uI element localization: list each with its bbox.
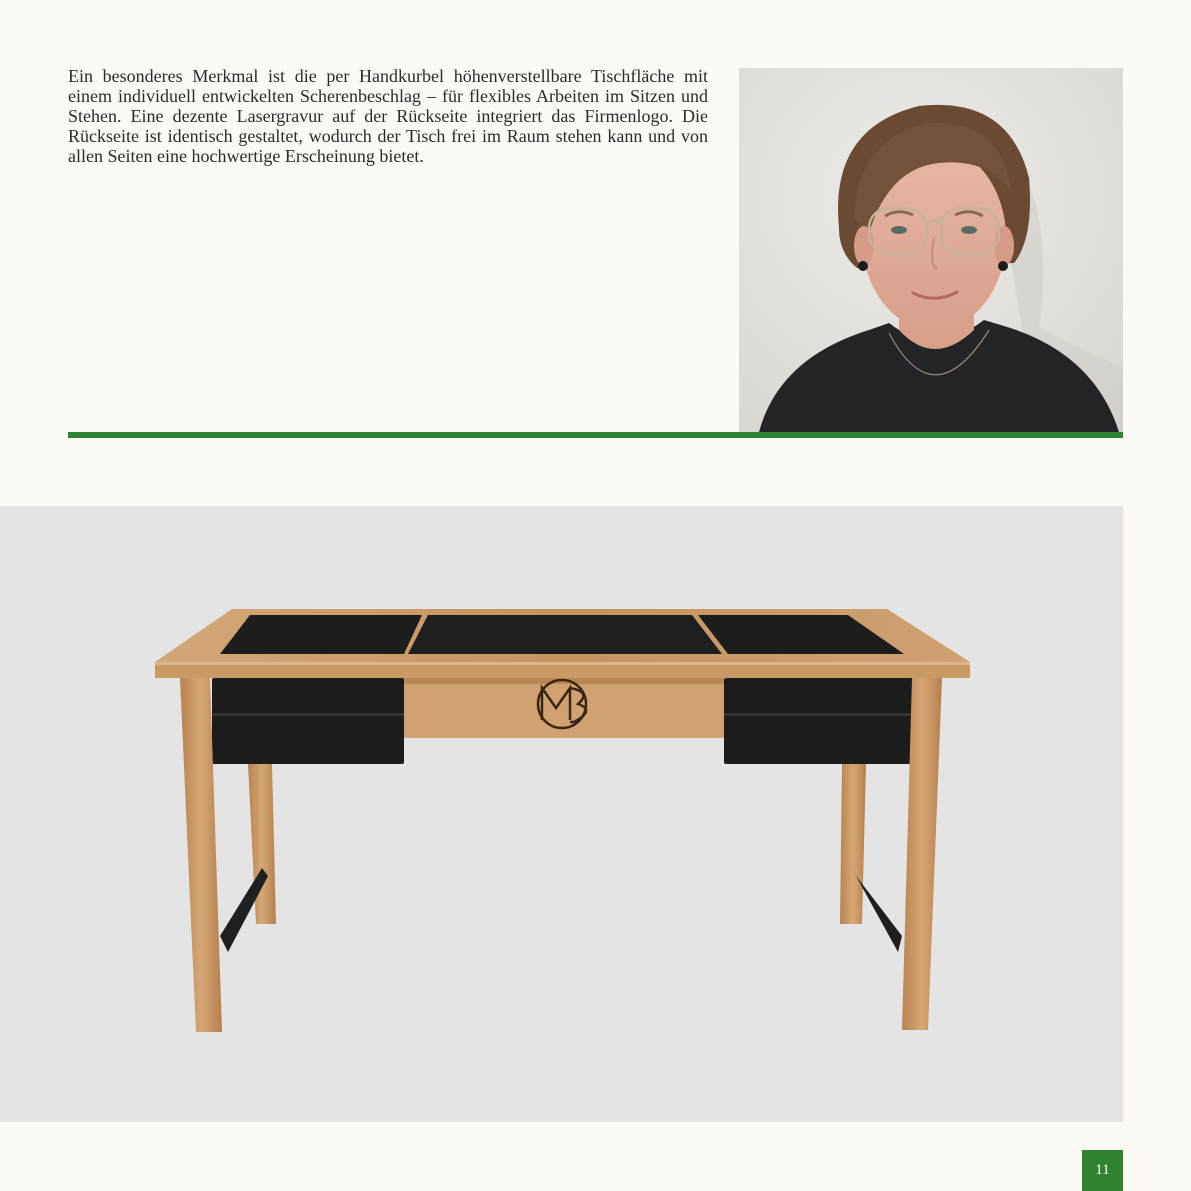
green-divider (68, 432, 1123, 438)
page-number: 11 (1082, 1150, 1123, 1191)
portrait-illustration (739, 68, 1123, 432)
desk-illustration (0, 506, 1123, 1122)
intro-paragraph: Ein besonderes Merkmal ist die per Handkurbel höhenverstellbare Tischfläche mit einem individuell entwickelten Scherenbeschlag – für flexibles Arbeiten im Sitzen und Stehen. Eine dezente Lasergravur auf der Rückseite integriert das Firmenlogo. Die Rückseite ist identisch gestaltet, wodurch der Tisch frei im Raum stehen kann und von allen Seiten eine hochwertige Erscheinung bietet. (68, 66, 708, 166)
desk-photo (0, 506, 1123, 1122)
portrait-photo (739, 68, 1123, 432)
